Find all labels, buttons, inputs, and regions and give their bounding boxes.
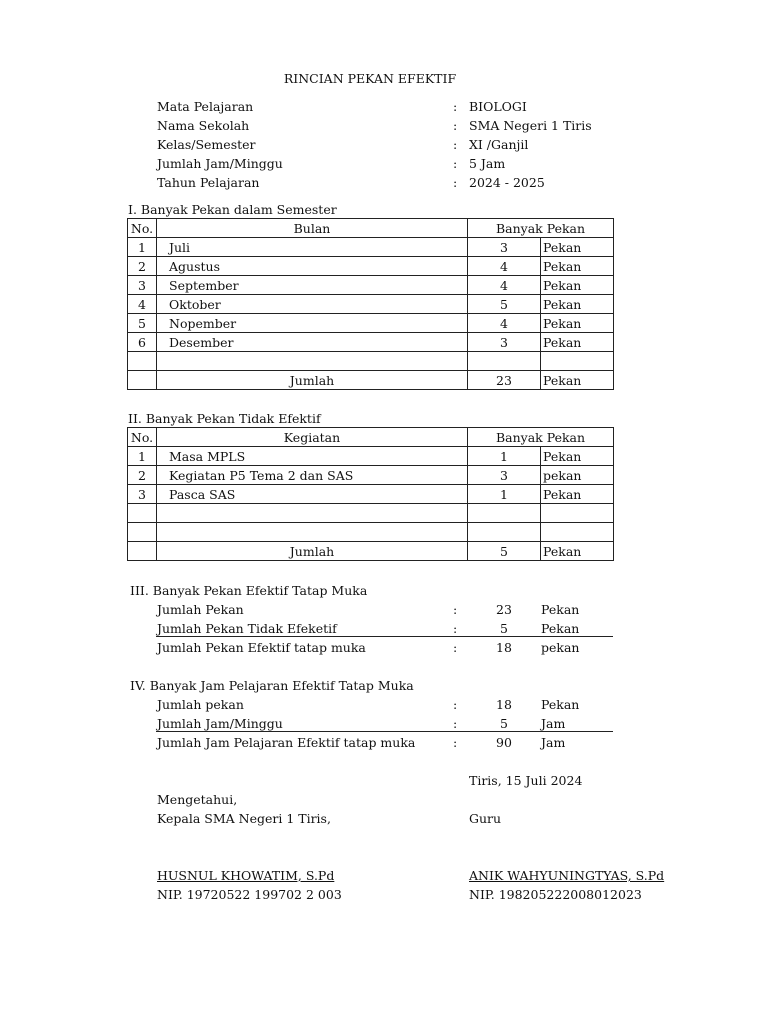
row-weeks: 5 <box>468 295 541 314</box>
ineffective-weeks-table <box>127 427 614 561</box>
table-row <box>128 314 614 333</box>
table-row <box>128 447 614 466</box>
teacher-role: Guru <box>469 811 502 826</box>
table-total-row <box>128 542 614 561</box>
total-weeks: 5 <box>468 542 541 561</box>
row-unit: Pekan <box>541 485 614 504</box>
row-weeks: 3 <box>468 238 541 257</box>
header-weeks: Banyak Pekan <box>468 428 614 447</box>
total-unit: Pekan <box>541 371 614 390</box>
table-row-empty <box>128 352 614 371</box>
table-header-row <box>128 428 614 447</box>
section-2-heading: II. Banyak Pekan Tidak Efektif <box>128 411 321 426</box>
principal-role: Kepala SMA Negeri 1 Tiris, <box>157 811 331 826</box>
section-3-heading: III. Banyak Pekan Efektif Tatap Muka <box>130 583 368 598</box>
row-unit: Pekan <box>541 295 614 314</box>
weeks-per-month-table <box>127 218 614 390</box>
row-activity: Kegiatan P5 Tema 2 dan SAS <box>157 466 468 485</box>
document-title: RINCIAN PEKAN EFEKTIF <box>283 71 457 86</box>
row-unit: Pekan <box>541 238 614 257</box>
calc-unit: Pekan <box>541 602 580 617</box>
table-row <box>128 333 614 352</box>
info-colon: : <box>453 118 458 133</box>
calc-result-label: Jumlah Pekan Efektif tatap muka <box>157 640 366 655</box>
table-header-row <box>128 219 614 238</box>
calc-colon: : <box>453 697 458 712</box>
row-weeks: 3 <box>468 466 541 485</box>
info-label-class: Kelas/Semester <box>157 137 256 152</box>
calc-value: 18 <box>496 697 512 712</box>
row-activity: Pasca SAS <box>157 485 468 504</box>
calc-unit: Pekan <box>541 621 580 636</box>
row-activity: Masa MPLS <box>157 447 468 466</box>
info-label-year: Tahun Pelajaran <box>157 175 260 190</box>
calc-unit: Jam <box>541 716 566 731</box>
section-4-heading: IV. Banyak Jam Pelajaran Efektif Tatap Muka <box>130 678 414 693</box>
calc-result-value: 90 <box>496 735 512 750</box>
row-no: 3 <box>128 485 157 504</box>
calc-colon: : <box>453 602 458 617</box>
sum-divider <box>156 636 613 637</box>
table-row <box>128 257 614 276</box>
calc-value: 5 <box>500 621 508 636</box>
row-unit: Pekan <box>541 333 614 352</box>
row-month: Juli <box>157 238 468 257</box>
calc-colon: : <box>453 640 458 655</box>
info-label-hours: Jumlah Jam/Minggu <box>157 156 283 171</box>
info-value-year: 2024 - 2025 <box>469 175 545 190</box>
row-weeks: 4 <box>468 257 541 276</box>
table-total-row <box>128 371 614 390</box>
row-no: 3 <box>128 276 157 295</box>
place-date: Tiris, 15 Juli 2024 <box>469 773 583 788</box>
row-weeks: 3 <box>468 333 541 352</box>
row-month: Desember <box>157 333 468 352</box>
row-weeks: 1 <box>468 485 541 504</box>
calc-unit: Pekan <box>541 697 580 712</box>
row-no: 5 <box>128 314 157 333</box>
row-no: 4 <box>128 295 157 314</box>
table-row <box>128 466 614 485</box>
header-no: No. <box>128 428 157 447</box>
info-value-class: XI /Ganjil <box>469 137 529 152</box>
table-row <box>128 238 614 257</box>
row-no: 6 <box>128 333 157 352</box>
row-no: 2 <box>128 466 157 485</box>
row-unit: Pekan <box>541 314 614 333</box>
info-label-school: Nama Sekolah <box>157 118 250 133</box>
sum-divider <box>156 731 613 732</box>
total-label: Jumlah <box>157 542 468 561</box>
row-weeks: 1 <box>468 447 541 466</box>
calc-label: Jumlah pekan <box>157 697 244 712</box>
header-no: No. <box>128 219 157 238</box>
total-label: Jumlah <box>157 371 468 390</box>
info-value-hours: 5 Jam <box>469 156 506 171</box>
calc-value: 23 <box>496 602 512 617</box>
header-activity: Kegiatan <box>157 428 468 447</box>
row-no: 1 <box>128 238 157 257</box>
row-month: September <box>157 276 468 295</box>
calc-result-label: Jumlah Jam Pelajaran Efektif tatap muka <box>157 735 416 750</box>
info-colon: : <box>453 137 458 152</box>
table-row <box>128 295 614 314</box>
info-colon: : <box>453 175 458 190</box>
row-month: Oktober <box>157 295 468 314</box>
info-value-school: SMA Negeri 1 Tiris <box>469 118 592 133</box>
table-row-empty <box>128 523 614 542</box>
table-row <box>128 276 614 295</box>
calc-label: Jumlah Pekan <box>157 602 244 617</box>
header-weeks: Banyak Pekan <box>468 219 614 238</box>
info-value-subject: BIOLOGI <box>469 99 527 114</box>
calc-value: 5 <box>500 716 508 731</box>
principal-nip: NIP. 19720522 199702 2 003 <box>157 887 342 902</box>
table-row <box>128 485 614 504</box>
row-no: 2 <box>128 257 157 276</box>
row-weeks: 4 <box>468 314 541 333</box>
acknowledged-label: Mengetahui, <box>157 792 238 807</box>
calc-label: Jumlah Jam/Minggu <box>157 716 283 731</box>
calc-colon: : <box>453 735 458 750</box>
info-label-subject: Mata Pelajaran <box>157 99 254 114</box>
calc-result-value: 18 <box>496 640 512 655</box>
total-unit: Pekan <box>541 542 614 561</box>
table-row-empty <box>128 504 614 523</box>
header-month: Bulan <box>157 219 468 238</box>
section-1-heading: I. Banyak Pekan dalam Semester <box>128 202 337 217</box>
calc-label: Jumlah Pekan Tidak Efeketif <box>157 621 337 636</box>
principal-name: HUSNUL KHOWATIM, S.Pd <box>157 868 335 883</box>
calc-unit: pekan <box>541 640 580 655</box>
row-unit: Pekan <box>541 447 614 466</box>
info-colon: : <box>453 156 458 171</box>
row-weeks: 4 <box>468 276 541 295</box>
calc-colon: : <box>453 621 458 636</box>
info-colon: : <box>453 99 458 114</box>
row-unit: Pekan <box>541 257 614 276</box>
row-unit: pekan <box>541 466 614 485</box>
row-month: Nopember <box>157 314 468 333</box>
calc-unit: Jam <box>541 735 566 750</box>
total-weeks: 23 <box>468 371 541 390</box>
row-month: Agustus <box>157 257 468 276</box>
row-no: 1 <box>128 447 157 466</box>
teacher-nip: NIP. 198205222008012023 <box>469 887 642 902</box>
calc-colon: : <box>453 716 458 731</box>
row-unit: Pekan <box>541 276 614 295</box>
teacher-name: ANIK WAHYUNINGTYAS, S.Pd <box>469 868 665 883</box>
